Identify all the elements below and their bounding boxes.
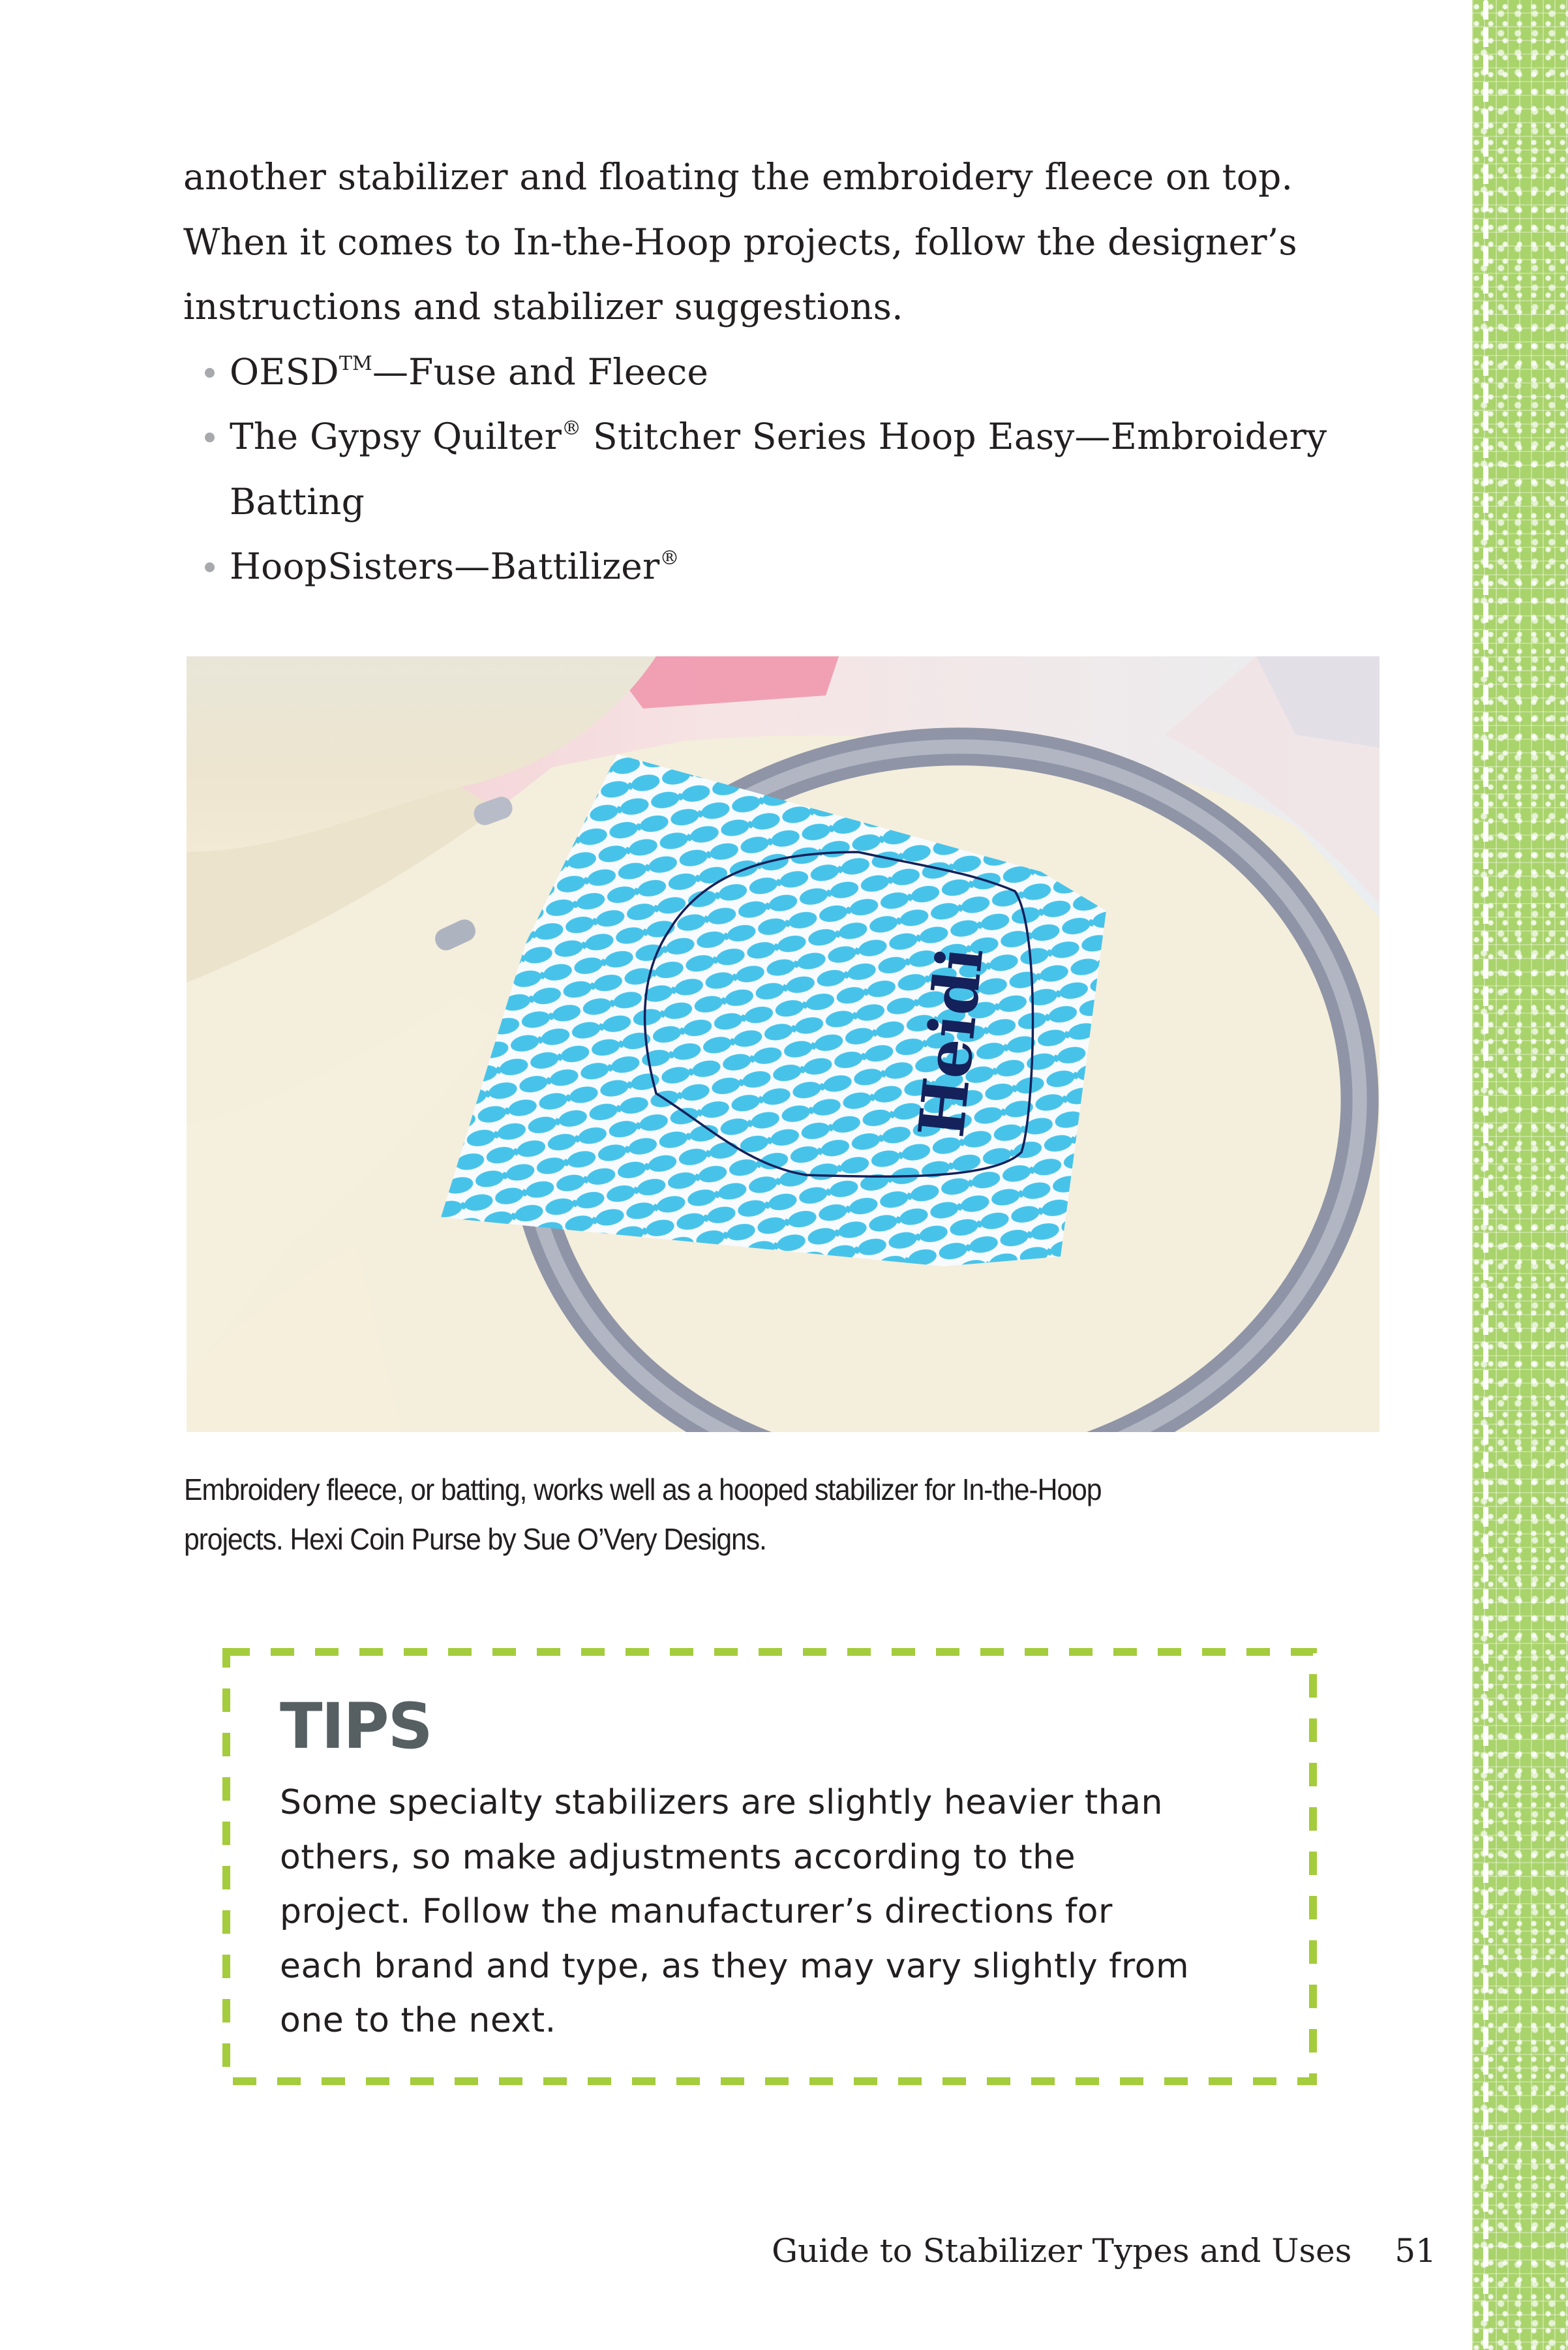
list-item: [183, 340, 1423, 405]
product-name: Stitcher Series Hoop Easy—Embroidery: [581, 416, 1327, 457]
brand-name: OESD: [230, 350, 339, 393]
tips-line: Some specialty stabilizers are slightly heavier than: [280, 1783, 1163, 1822]
body-text: [183, 145, 1423, 600]
page-number: 51: [1395, 2232, 1436, 2270]
embroidered-name: Heidi: [904, 943, 998, 1141]
page-footer: [772, 2225, 1436, 2277]
tips-line: one to the next.: [280, 2001, 556, 2040]
tips-line: each brand and type, as they may vary slightly from: [280, 1946, 1190, 1986]
list-item: [183, 404, 1423, 534]
product-name-continued: Batting: [230, 480, 365, 523]
paragraph-line: instructions and stabilizer suggestions.: [183, 286, 903, 328]
stitch-line-icon: [1483, 0, 1488, 2350]
tips-body: [280, 1776, 1297, 2049]
brand-name: The Gypsy Quilter: [230, 416, 562, 457]
tips-line: others, so make adjustments according to the: [280, 1837, 1076, 1877]
running-footer-title: Guide to Stabilizer Types and Uses: [772, 2232, 1352, 2270]
trademark-symbol: TM: [339, 352, 372, 375]
caption-line: projects. Hexi Coin Purse by Sue O’Very Designs.: [184, 1522, 766, 1556]
tips-line: project. Follow the manufacturer’s directions for: [280, 1892, 1113, 1931]
brand-name: HoopSisters—Battilizer: [230, 545, 660, 587]
embroidery-photo: [187, 656, 1380, 1432]
photo-caption: [184, 1465, 1336, 1564]
bullet-dot-icon: [205, 562, 215, 572]
paragraph-line: another stabilizer and floating the embroidery fleece on top.: [183, 156, 1293, 198]
bullet-dot-icon: [205, 368, 215, 378]
product-name: —Fuse and Fleece: [372, 350, 709, 393]
paragraph-line: When it comes to In-the-Hoop projects, follow the designer’s: [183, 221, 1297, 263]
caption-line: Embroidery fleece, or batting, works well as a hooped stabilizer for In-the-Hoop: [184, 1473, 1102, 1506]
bullet-dot-icon: [205, 433, 215, 442]
list-item: [183, 534, 1423, 600]
registered-symbol: ®: [659, 547, 680, 570]
stabilizer-list: [183, 340, 1423, 600]
tips-heading: TIPS: [280, 1690, 432, 1763]
registered-symbol: ®: [562, 417, 582, 440]
